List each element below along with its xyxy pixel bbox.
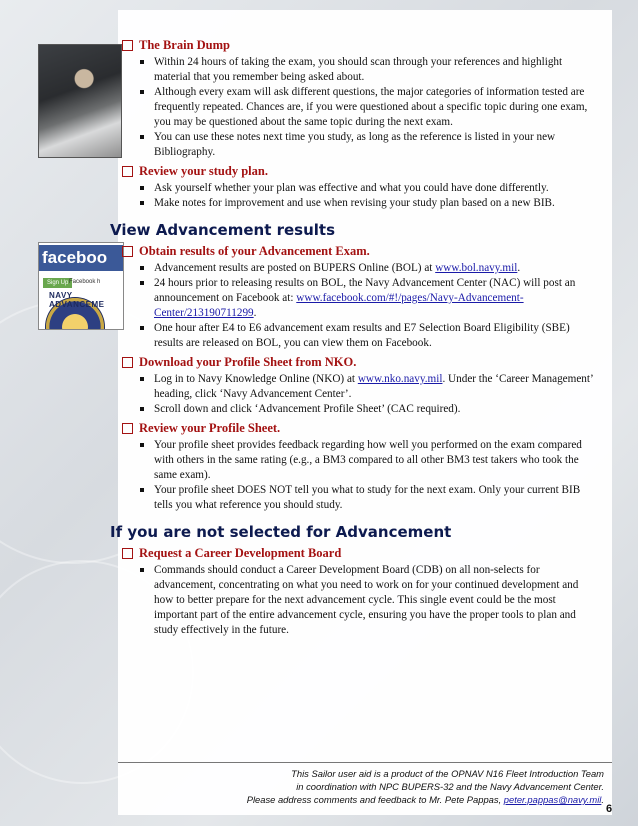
text: .	[517, 262, 521, 274]
list-item	[154, 276, 594, 321]
signup-label: Sign Up	[43, 278, 72, 288]
review-plan-list	[122, 181, 594, 211]
review-plan-heading	[122, 164, 594, 179]
footer	[200, 767, 604, 806]
list-item: Although every exam will ask different questions, the major categories of information tested are frequently repeated. Chances are, if you were questioned about a specific topic during one exam, you may be questioned about the same topic during the next exam.	[154, 85, 594, 130]
brain-dump-title: The Brain Dump	[139, 38, 230, 52]
brain-dump-heading	[122, 38, 594, 53]
checkbox-icon	[122, 166, 133, 177]
list-item: You can use these notes next time you study, as long as the reference is listed in your new Bibliography.	[154, 130, 594, 160]
review-profile-heading	[122, 421, 594, 436]
not-selected-heading: If you are not selected for Advancement	[110, 523, 452, 541]
list-item: One hour after E4 to E6 advancement exam results and E7 Selection Board Eligibility (SBE) results are released on BOL, you can view them on Facebook.	[154, 321, 594, 351]
text: Advancement results are posted on BUPERS Online (BOL) at	[154, 262, 436, 274]
list-item: Make notes for improvement and use when revising your study plan based on a new BIB.	[154, 196, 594, 211]
list-item	[154, 261, 594, 276]
footer-divider	[118, 762, 612, 763]
facebook-small-text: Facebook h	[69, 279, 101, 285]
text: 24 hours prior to releasing results on BOL, the Navy Advancement Center (NAC) will post an announcement on Facebook at:	[154, 277, 576, 304]
checkbox-icon	[122, 548, 133, 559]
cdb-heading	[122, 546, 594, 561]
facebook-logo: faceboo	[39, 245, 123, 271]
footer-line-1: This Sailor user aid is a product of the OPNAV N16 Fleet Introduction Team	[291, 768, 604, 779]
text: .	[253, 307, 257, 319]
footer-line-2: in coordination with NPC BUPERS-32 and the Navy Advancement Center.	[296, 781, 604, 792]
list-item: Within 24 hours of taking the exam, you should scan through your references and highlight material that you remember being asked about.	[154, 55, 594, 85]
main-content	[110, 36, 594, 638]
bol-link[interactable]: www.bol.navy.mil	[435, 262, 518, 274]
list-item: Ask yourself whether your plan was effective and what you could have done differently.	[154, 181, 594, 196]
cdb-list	[122, 563, 594, 638]
footer-line-3	[200, 793, 604, 806]
text: . Under the ‘Career Management’ heading, click ‘Navy Advancement Center’.	[154, 373, 593, 400]
review-profile-title: Review your Profile Sheet.	[139, 421, 281, 435]
view-results-heading: View Advancement results	[110, 221, 336, 239]
list-item: Scroll down and click ‘Advancement Profile Sheet’ (CAC required).	[154, 402, 594, 417]
facebook-link[interactable]: www.facebook.com/#!/pages/Navy-Advancement-Center/213190711299	[154, 292, 524, 319]
download-profile-title: Download your Profile Sheet from NKO.	[139, 355, 357, 369]
obtain-results-list	[122, 261, 594, 351]
review-plan-title: Review your study plan.	[139, 164, 268, 178]
text: .	[601, 794, 604, 805]
checkbox-icon	[122, 423, 133, 434]
page-number: 6	[606, 803, 613, 815]
list-item: Your profile sheet provides feedback regarding how well you performed on the exam compared with others in the same rating (e.g., a BM3 compared to all other BM3 test takers who took the same exam).	[154, 438, 594, 483]
list-item: Your profile sheet DOES NOT tell you what to study for the next exam. Only your current BIB tells you what reference you should study.	[154, 483, 594, 513]
list-item	[154, 372, 594, 402]
brain-dump-list	[122, 55, 594, 160]
facebook-screenshot-image	[38, 242, 124, 330]
text: Please address comments and feedback to Mr. Pete Pappas,	[246, 794, 504, 805]
download-profile-list	[122, 372, 594, 417]
text: Log in to Navy Knowledge Online (NKO) at	[154, 373, 358, 385]
checkbox-icon	[122, 40, 133, 51]
list-item: Commands should conduct a Career Development Board (CDB) on all non-selects for advancement, concentrating on what you need to work on for your continued development and how to better prepare for the next advancement cycle. This single event could be the most important part of the entire advancement cycle, ensuring you have the proper tools to plan and study effectively in the future.	[154, 563, 594, 638]
email-link[interactable]: peter.pappas@navy.mil	[503, 794, 602, 805]
checkbox-icon	[122, 246, 133, 257]
checkbox-icon	[122, 357, 133, 368]
cdb-title: Request a Career Development Board	[139, 546, 342, 560]
download-profile-heading	[122, 355, 594, 370]
seal-text: NAVY ADVANCEME	[49, 291, 105, 309]
obtain-results-heading	[122, 244, 594, 259]
nko-link[interactable]: www.nko.navy.mil	[357, 373, 443, 385]
review-profile-list	[122, 438, 594, 513]
sailor-studying-photo	[38, 44, 122, 158]
obtain-results-title: Obtain results of your Advancement Exam.	[139, 244, 370, 258]
